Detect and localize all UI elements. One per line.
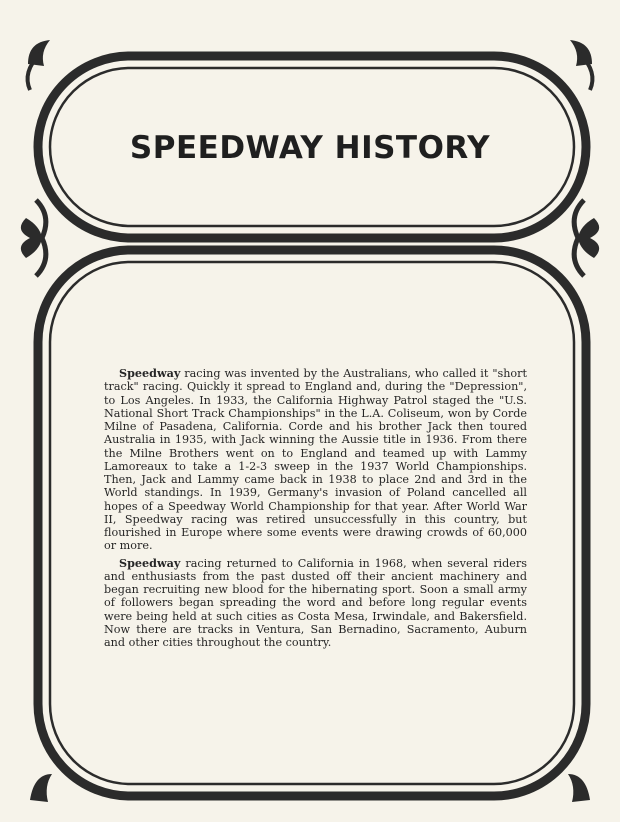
paragraph-2-text: racing returned to California in 1968, when several riders and enthusiasts from the past dusted off their ancient machinery and began recruiting new blood for the hibernating sport. Soon a small army of followers began spreading the word and before long regular events were being held at such cities as Costa Mesa, Irwindale, and Bakersfield. Now there are tracks in Ventura, San Bernadino, Sacramento, Auburn and other cities throughout the country. [104,556,527,649]
paragraph-1 [104,367,527,553]
paragraph-1-text: racing was invented by the Australians, who called it "short track" racing. Quickly it spread to England and, during the "Depression", to Los Angeles. In 1933, the California Highway Patrol staged the "U.S. National Short Track Championships" in the L.A. Coliseum, won by Corde Milne of Pasadena, California. Corde and his brother Jack then toured Australia in 1935, with Jack winning the Aussie title in 1936. From there the Milne Brothers went on to England and teamed up with Lammy Lamoreaux to take a 1-2-3 sweep in the 1937 World Championships. Then, Jack and Lammy came back in 1938 to place 2nd and 3rd in the World standings. In 1939, Germany's invasion of Poland cancelled all hopes of a Speedway World Championship for that year. After World War II, Speedway racing was retired unsuccessfully in this country, but flourished in Europe where some events were drawing crowds of 60,000 or more. [104,367,527,553]
paragraph-2 [104,557,527,650]
paragraph-2-lead: Speedway [119,555,181,570]
paragraph-1-lead: Speedway [119,366,181,380]
page-title: SPEEDWAY HISTORY [129,130,491,166]
history-text [104,367,527,653]
